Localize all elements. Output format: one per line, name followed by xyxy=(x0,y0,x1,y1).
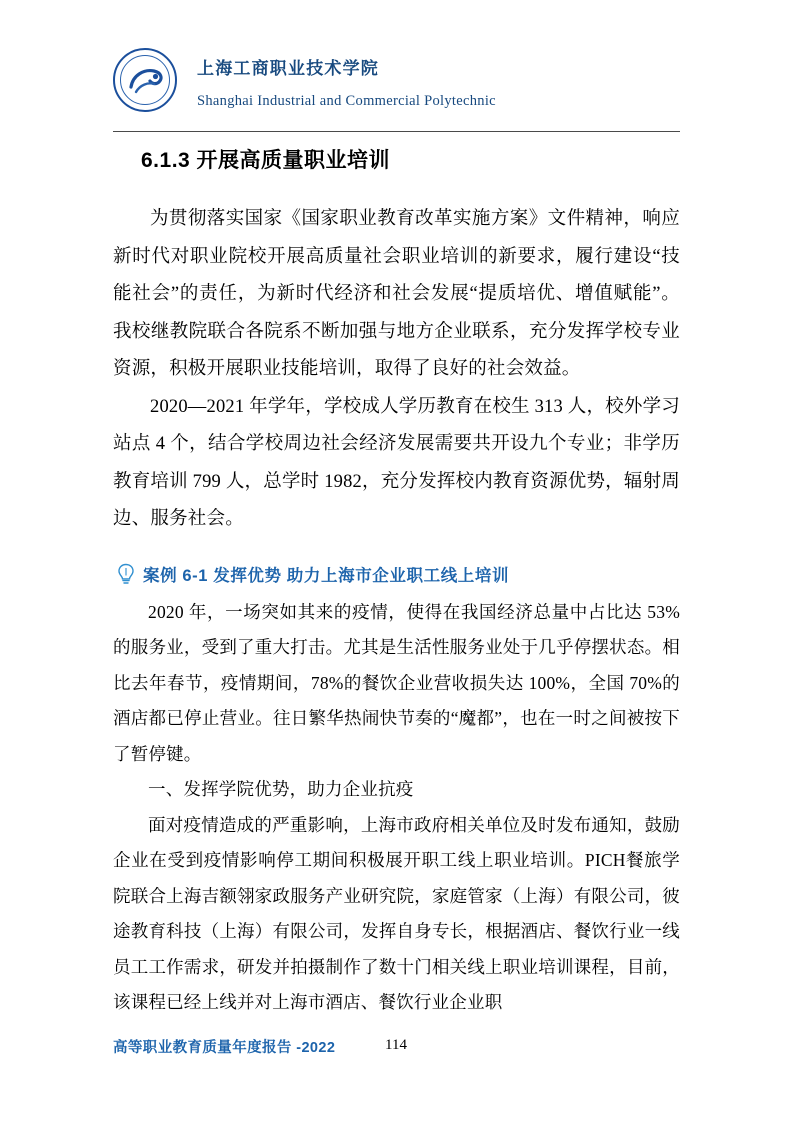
paragraph: 2020 年，一场突如其来的疫情，使得在我国经济总量中占比达 53%的服务业，受到了重大打击。尤其是生活性服务业处于几乎停摆状态。相比去年春节，疫情期间，78%的餐饮企业营收损失达 100%，全国 70%的酒店都已停止营业。往日繁华热闹快节奏的“魔都”，也在一时之间被按下了暂停键。 xyxy=(113,601,680,764)
paragraph: 一、发挥学院优势，助力企业抗疫 xyxy=(148,779,414,799)
school-name-cn: 上海工商职业技术学院 xyxy=(197,59,379,78)
page-content xyxy=(113,143,680,1021)
case-study-title: 案例 6-1 发挥优势 助力上海市企业职工线上培训 xyxy=(143,566,510,585)
intro-paragraphs xyxy=(113,201,680,539)
lightbulb-icon xyxy=(115,562,137,586)
header-divider xyxy=(113,131,680,132)
footer-title: 高等职业教育质量年度报告 -2022 xyxy=(113,1040,336,1056)
page-number: 114 xyxy=(385,1037,407,1053)
paragraph: 面对疫情造成的严重影响，上海市政府相关单位及时发布通知，鼓励企业在受到疫情影响停工期间积极展开职工线上职业培训。PICH餐旅学院联合上海吉额翎家政服务产业研究院，家庭管家（上海）有限公司，彼途教育科技（上海）有限公司，发挥自身专长，根据酒店、餐饮行业一线员工工作需求，研发并拍摄制作了数十门相关线上职业培训课程，目前，该课程已经上线并对上海市酒店、餐饮行业企业职 xyxy=(113,814,680,1012)
case-study-heading xyxy=(113,559,680,589)
section-heading: 6.1.3 开展高质量职业培训 xyxy=(141,149,391,172)
page-header xyxy=(113,48,680,122)
logo-swoosh-icon xyxy=(128,65,164,99)
school-name-en: Shanghai Industrial and Commercial Polytechnic xyxy=(197,93,496,109)
paragraph: 2020—2021 年学年，学校成人学历教育在校生 313 人，校外学习站点 4 个，结合学校周边社会经济发展需要共开设九个专业；非学历教育培训 799 人，总学时 1982，充分发挥校内教育资源优势，辐射周边、服务社会。 xyxy=(113,396,680,529)
paragraph: 为贯彻落实国家《国家职业教育改革实施方案》文件精神，响应新时代对职业院校开展高质量社会职业培训的新要求，履行建设“技能社会”的责任，为新时代经济和社会发展“提质培优、增值赋能”。我校继教院联合各院系不断加强与地方企业联系，充分发挥学校专业资源，积极开展职业技能培训，取得了良好的社会效益。 xyxy=(113,209,680,379)
logo-seal-icon xyxy=(113,48,177,112)
page-footer xyxy=(113,1036,680,1060)
school-logo xyxy=(113,48,179,114)
case-study-body xyxy=(113,595,680,1021)
